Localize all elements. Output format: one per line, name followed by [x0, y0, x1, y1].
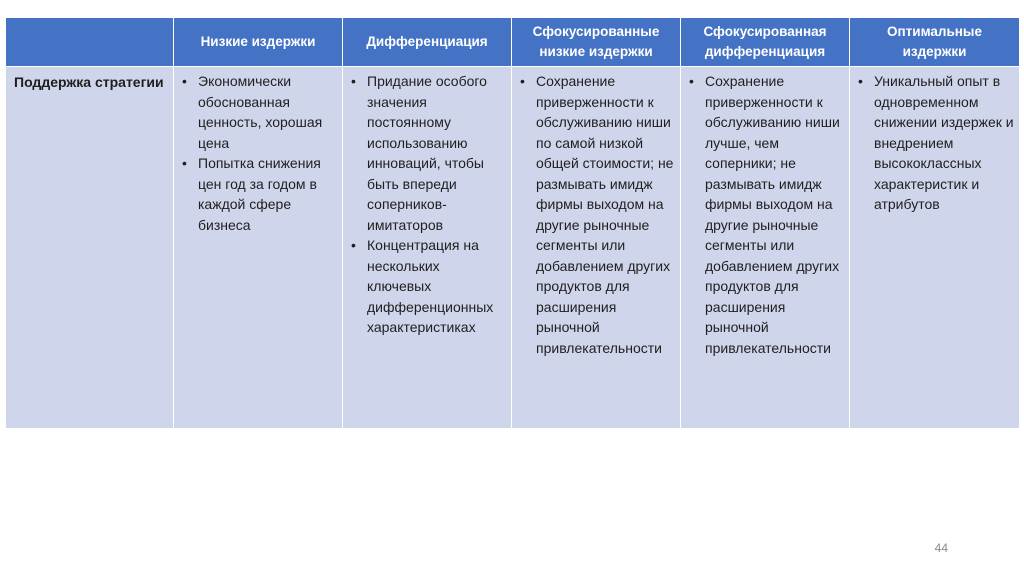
list-item-text: Попытка снижения цен год за годом в каждой сфере бизнеса [198, 155, 321, 233]
bullet-icon: • [689, 73, 694, 89]
list-item-text: Концентрация на нескольких ключевых дифференционных характеристиках [367, 237, 494, 335]
bullet-list [850, 67, 1019, 215]
cell-focused-differentiation [681, 67, 850, 429]
bullet-list [343, 67, 511, 338]
bullet-list [174, 67, 342, 235]
page-number: 44 [934, 541, 948, 555]
list-item [518, 71, 676, 358]
list-item [349, 235, 507, 338]
list-item [687, 71, 845, 358]
list-item [349, 71, 507, 235]
list-item-text: Придание особого значения постоянному использованию инноваций, чтобы быть впереди соперников-имитаторов [367, 73, 487, 233]
list-item-text: Экономически обоснованная ценность, хорошая цена [198, 73, 323, 151]
header-focused-low-cost: Сфокусированные низкие издержки [512, 18, 681, 67]
bullet-icon: • [182, 73, 187, 89]
cell-optimal-cost [850, 67, 1020, 429]
bullet-icon: • [520, 73, 525, 89]
header-optimal-cost: Оптимальные издержки [850, 18, 1020, 67]
cell-low-cost [174, 67, 343, 429]
bullet-list [512, 67, 680, 358]
header-corner [6, 18, 174, 67]
list-item-text: Сохранение приверженности к обслуживанию ниши лучше, чем соперники; не размывать имидж фирмы выходом на другие рыночные сегменты или добавлением других продуктов для расширения рыночной привлекательности [705, 73, 840, 356]
list-item [856, 71, 1015, 215]
bullet-icon: • [182, 155, 187, 171]
cell-differentiation [343, 67, 512, 429]
cell-focused-low-cost [512, 67, 681, 429]
header-focused-differentiation: Сфокусированная дифференциация [681, 18, 850, 67]
header-differentiation: Дифференциация [343, 18, 512, 67]
list-item [180, 153, 338, 235]
list-item-text: Сохранение приверженности к обслуживанию ниши по самой низкой общей стоимости; не размывать имидж фирмы выходом на другие рыночные сегменты или добавлением других продуктов для расширения рыночной привлекательности [536, 73, 674, 356]
bullet-icon: • [351, 237, 356, 253]
table-header-row [6, 18, 1020, 67]
header-low-cost: Низкие издержки [174, 18, 343, 67]
list-item [180, 71, 338, 153]
bullet-list [681, 67, 849, 358]
bullet-icon: • [351, 73, 356, 89]
strategy-table [5, 17, 1020, 429]
list-item-text: Уникальный опыт в одновременном снижении издержек и внедрением высококлассных характеристик и атрибутов [874, 73, 1014, 212]
bullet-icon: • [858, 73, 863, 89]
row-label-strategy-support: Поддержка стратегии [6, 67, 174, 429]
table-row [6, 67, 1020, 429]
